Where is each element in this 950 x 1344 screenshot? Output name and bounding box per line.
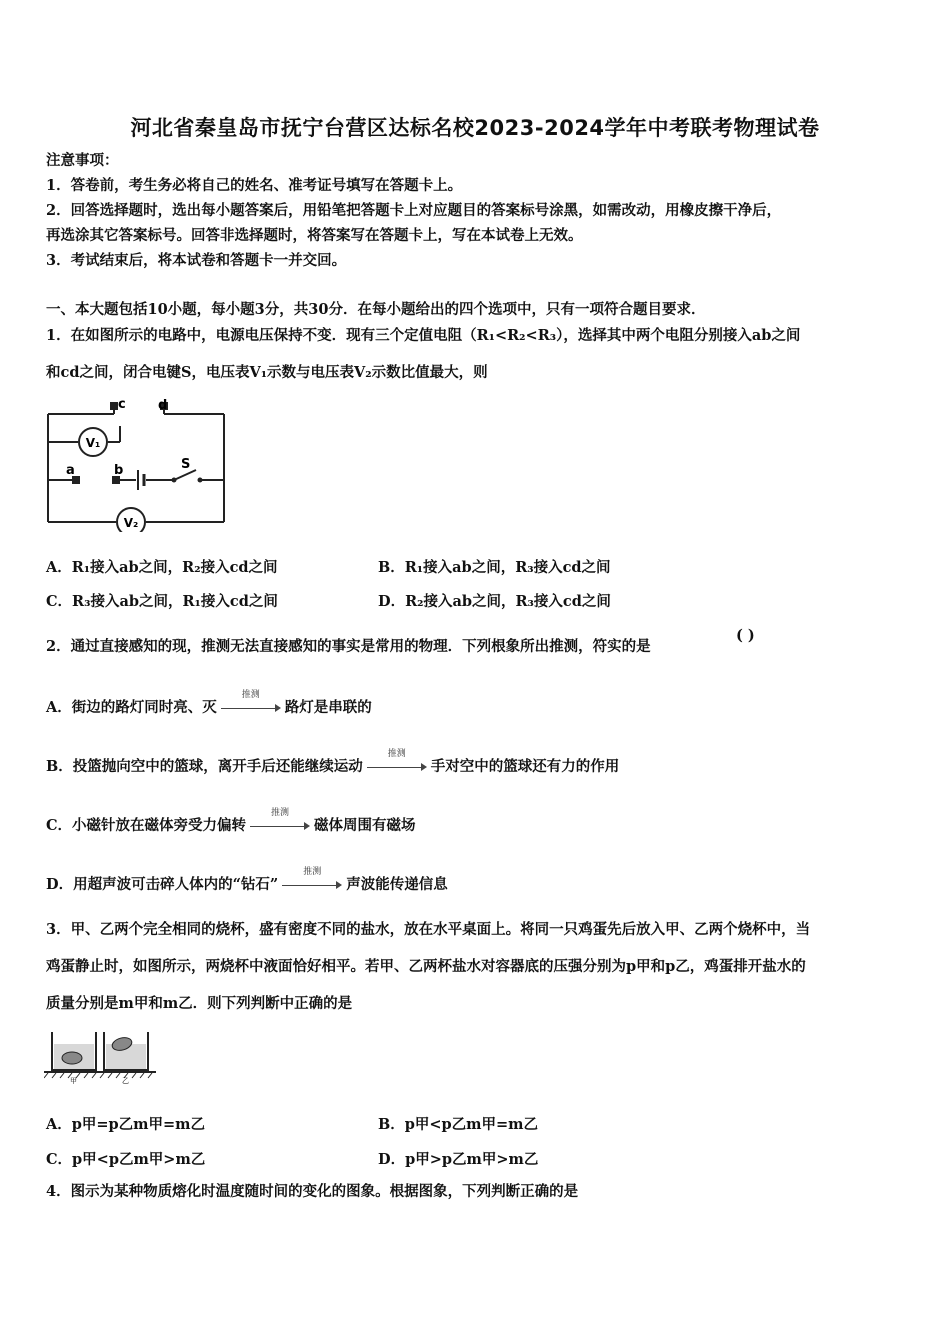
notice-item: 1．答卷前，考生务必将自己的姓名、准考证号填写在答题卡上。 (46, 177, 463, 194)
notice-item: 再选涂其它答案标号。回答非选择题时，将答案写在答题卡上，写在本试卷上无效。 (46, 227, 583, 244)
question-4-stem: 4．图示为某种物质熔化时温度随时间的变化的图象。根据图象，下列判断正确的是 (46, 1183, 579, 1200)
terminal-a-label: a (66, 463, 75, 478)
question-2-stem: 2．通过直接感知的现，推测无法直接感知的事实是常用的物理．下列根象所出推测，符实的是 (46, 638, 651, 655)
terminal-c-label: c (118, 397, 126, 412)
v1-label: V₁ (85, 436, 101, 450)
question-3-option-b: B．p甲<p乙m甲=m乙 (378, 1116, 539, 1133)
option-premise: A．街边的路灯同时亮、灭 (46, 699, 217, 716)
question-2-option-b (46, 749, 620, 776)
notice-heading: 注意事项： (46, 152, 119, 169)
option-conclusion: 声波能传递信息 (346, 876, 448, 893)
beaker-left-label: 甲 (70, 1077, 77, 1084)
question-2-option-d (46, 867, 448, 894)
question-1-option-d: D．R₂接入ab之间，R₃接入cd之间 (378, 593, 611, 610)
option-conclusion: 磁体周围有磁场 (314, 817, 416, 834)
question-1-stem-cont: 和cd之间，闭合电键S，电压表V₁示数与电压表V₂示数比值最大，则 (46, 364, 488, 381)
terminal-d-label: d (158, 398, 168, 413)
infer-arrow-icon (250, 808, 310, 833)
notice-item: 2．回答选择题时，选出每小题答案后，用铅笔把答题卡上对应题目的答案标号涂黑，如需改动，用橡皮擦干净后， (46, 202, 782, 219)
egg-left (62, 1052, 82, 1064)
switch-label: S (181, 457, 191, 472)
question-3-stem-cont: 质量分别是m甲和m乙．则下列判断中正确的是 (46, 995, 353, 1012)
answer-parentheses: ( ) (736, 627, 755, 644)
arrow-label: 推测 (241, 690, 260, 700)
question-1-option-a: A．R₁接入ab之间，R₂接入cd之间 (46, 559, 278, 576)
page-title: 河北省秦皇岛市抚宁台营区达标名校2023-2024学年中考联考物理试卷 (130, 116, 820, 140)
notice-item: 3．考试结束后，将本试卷和答题卡一并交回。 (46, 252, 347, 269)
question-3-stem: 3．甲、乙两个完全相同的烧杯，盛有密度不同的盐水，放在水平桌面上。将同一只鸡蛋先后放入甲、乙两个烧杯中，当 (46, 921, 811, 938)
section-heading: 一、本大题包括10小题，每小题3分，共30分．在每小题给出的四个选项中，只有一项符合题目要求． (46, 301, 706, 318)
arrow-label: 推测 (271, 808, 290, 818)
option-conclusion: 路灯是串联的 (284, 699, 372, 716)
beakers-figure (44, 1026, 156, 1084)
question-1-stem: 1．在如图所示的电路中，电源电压保持不变．现有三个定值电阻（R₁<R₂<R₃），选择其中两个电阻分别接入ab之间 (46, 327, 801, 344)
infer-arrow-icon (367, 749, 427, 774)
question-1-option-c: C．R₃接入ab之间，R₁接入cd之间 (46, 593, 278, 610)
v2-label: V₂ (123, 516, 139, 530)
circuit-diagram (44, 396, 234, 532)
question-3-option-a: A．p甲=p乙m甲=m乙 (46, 1116, 206, 1133)
terminal-b-label: b (114, 463, 124, 478)
infer-arrow-icon (282, 867, 342, 892)
question-3-option-c: C．p甲<p乙m甲>m乙 (46, 1151, 206, 1168)
option-premise: D．用超声波可击碎人体内的“钻石” (46, 876, 279, 893)
infer-arrow-icon (221, 690, 281, 715)
arrow-label: 推测 (387, 749, 406, 759)
option-premise: B．投篮抛向空中的篮球，离开手后还能继续运动 (46, 758, 363, 775)
question-2-option-c (46, 808, 416, 835)
question-3-stem-cont: 鸡蛋静止时，如图所示，两烧杯中液面恰好相平。若甲、乙两杯盐水对容器底的压强分别为p甲和p乙，鸡蛋排开盐水的 (46, 958, 806, 975)
question-1-option-b: B．R₁接入ab之间，R₃接入cd之间 (378, 559, 611, 576)
option-conclusion: 手对空中的篮球还有力的作用 (430, 758, 620, 775)
question-3-option-d: D．p甲>p乙m甲>m乙 (378, 1151, 539, 1168)
option-premise: C．小磁针放在磁体旁受力偏转 (46, 817, 247, 834)
question-2-option-a (46, 690, 372, 717)
arrow-label: 推测 (303, 867, 322, 877)
beaker-right-label: 乙 (122, 1077, 129, 1084)
